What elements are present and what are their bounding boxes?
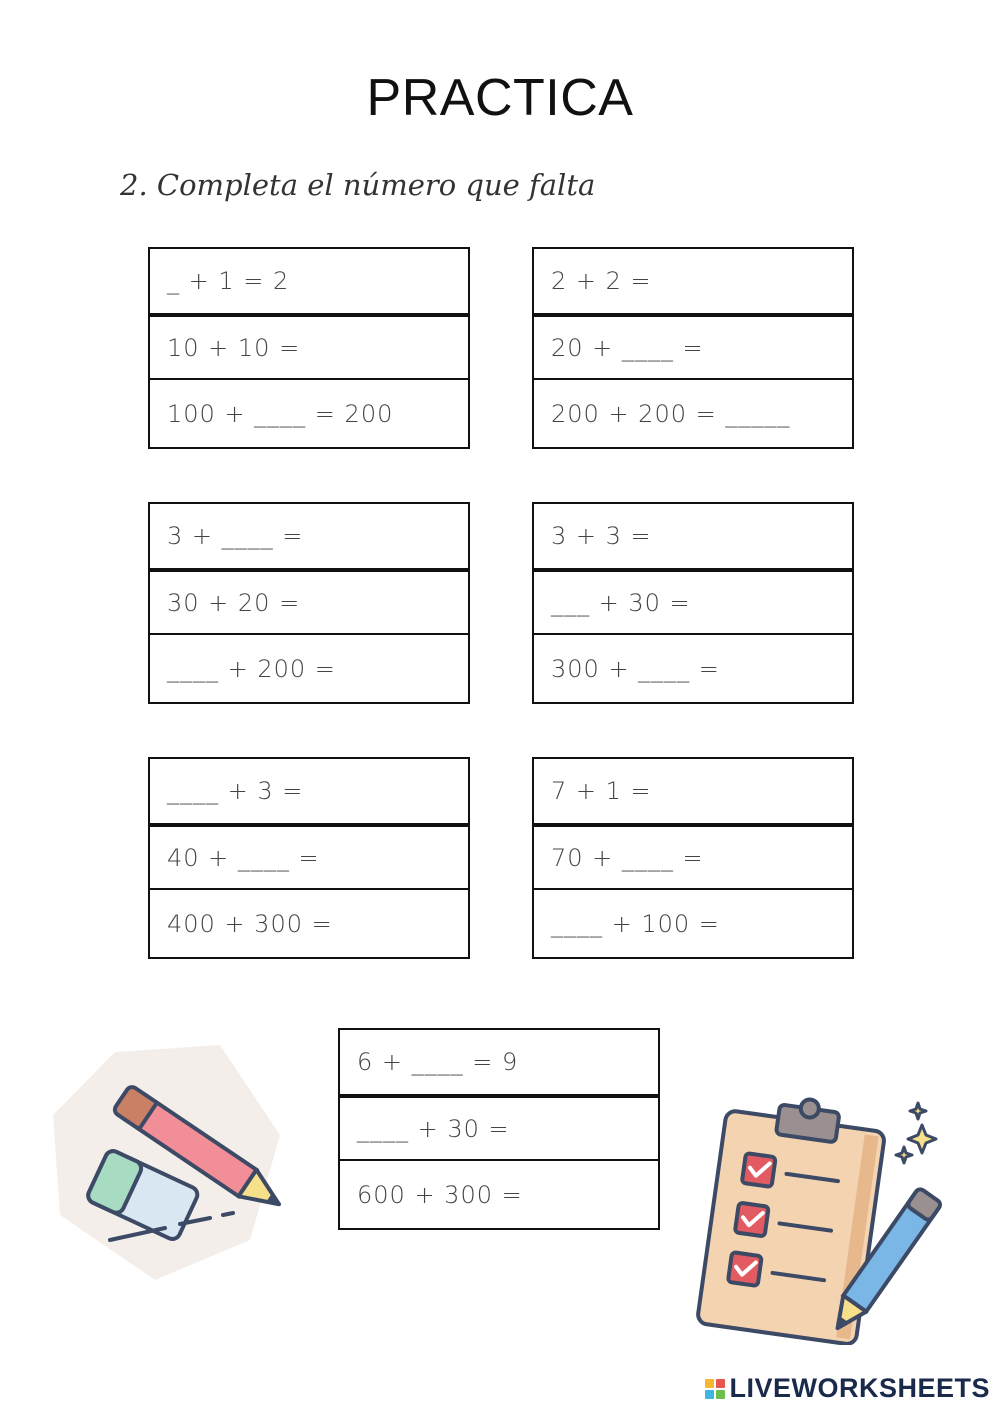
- exercise-row[interactable]: 400 + 300 =: [167, 909, 333, 938]
- exercise-row[interactable]: 10 + 10 =: [150, 317, 468, 380]
- exercise-row[interactable]: ____ + 3 =: [150, 759, 468, 827]
- exercise-row[interactable]: 2 + 2 =: [534, 249, 852, 317]
- exercise-row[interactable]: 70 + ____ =: [534, 827, 852, 890]
- exercise-row[interactable]: 100 + ____ = 200: [167, 399, 394, 428]
- exercise-row[interactable]: ____ + 200 =: [167, 654, 336, 683]
- exercise-row[interactable]: 3 + 3 =: [534, 504, 852, 572]
- exercise-row[interactable]: ____ + 100 =: [551, 909, 720, 938]
- exercise-box-1: [148, 247, 470, 449]
- exercise-row[interactable]: 40 + ____ =: [150, 827, 468, 890]
- exercise-box-3: [148, 502, 470, 704]
- exercise-row[interactable]: 300 + ____ =: [551, 654, 720, 683]
- liveworksheets-logo: [705, 1373, 990, 1404]
- brand-logo-icon: [705, 1379, 725, 1399]
- instruction-text: 2. Completa el número que falta: [120, 168, 596, 202]
- exercise-row[interactable]: 200 + 200 = _____: [551, 399, 791, 428]
- brand-name: LIVEWORKSHEETS: [729, 1373, 990, 1403]
- exercise-row[interactable]: ___ + 30 =: [534, 572, 852, 635]
- exercise-box-6: [532, 757, 854, 959]
- exercise-box-2: [532, 247, 854, 449]
- exercise-box-5: [148, 757, 470, 959]
- exercise-row[interactable]: 3 + ____ =: [150, 504, 468, 572]
- exercise-row[interactable]: _ + 1 = 2: [150, 249, 468, 317]
- exercise-row[interactable]: 6 + ____ = 9: [340, 1030, 658, 1098]
- exercise-row[interactable]: 600 + 300 =: [357, 1180, 523, 1209]
- exercise-row[interactable]: 30 + 20 =: [150, 572, 468, 635]
- exercise-row[interactable]: ____ + 30 =: [340, 1098, 658, 1161]
- clipboard-checklist-icon: [690, 1095, 960, 1345]
- pencil-eraser-icon: [45, 1040, 290, 1285]
- page-title: PRACTICA: [366, 69, 634, 127]
- exercise-row[interactable]: 20 + ____ =: [534, 317, 852, 380]
- exercise-box-7: [338, 1028, 660, 1230]
- exercise-box-4: [532, 502, 854, 704]
- exercise-row[interactable]: 7 + 1 =: [534, 759, 852, 827]
